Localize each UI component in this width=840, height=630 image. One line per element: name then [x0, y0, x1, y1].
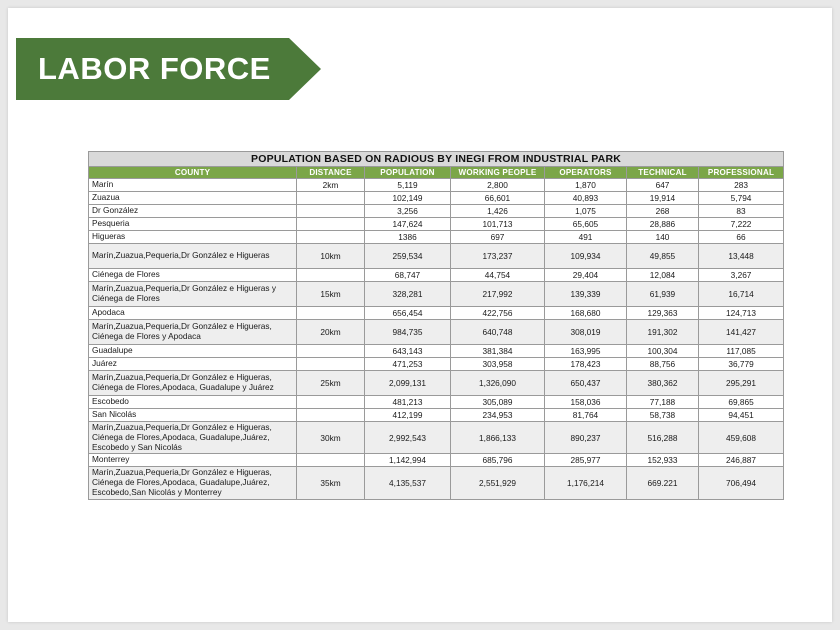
title-banner-body	[16, 38, 289, 100]
table-row	[89, 409, 784, 422]
cell-population: 68,747	[365, 269, 451, 282]
cell-professional: 141,427	[699, 320, 784, 345]
cell-distance: 15km	[297, 282, 365, 307]
cell-county: Zuazua	[89, 192, 297, 205]
cell-population: 259,534	[365, 244, 451, 269]
cell-operators: 178,423	[545, 358, 627, 371]
cell-operators: 81,764	[545, 409, 627, 422]
cell-professional: 459,608	[699, 422, 784, 454]
table-row	[89, 358, 784, 371]
cell-technical: 140	[627, 231, 699, 244]
cell-professional: 83	[699, 205, 784, 218]
table-header-row	[89, 167, 784, 179]
cell-operators: 308,019	[545, 320, 627, 345]
cell-technical: 647	[627, 179, 699, 192]
cell-technical: 58,738	[627, 409, 699, 422]
cell-working-people: 1,326,090	[451, 371, 545, 396]
cell-distance	[297, 396, 365, 409]
column-header-population: POPULATION	[365, 167, 451, 179]
cell-technical: 61,939	[627, 282, 699, 307]
cell-working-people: 66,601	[451, 192, 545, 205]
cell-professional: 69,865	[699, 396, 784, 409]
cell-county: Marín,Zuazua,Pequeria,Dr González e Higueras y Ciénega de Flores	[89, 282, 297, 307]
cell-professional: 36,779	[699, 358, 784, 371]
column-header-professional: PROFESSIONAL	[699, 167, 784, 179]
cell-operators: 890,237	[545, 422, 627, 454]
cell-professional: 94,451	[699, 409, 784, 422]
table-row	[89, 345, 784, 358]
table-row	[89, 244, 784, 269]
cell-county: Apodaca	[89, 307, 297, 320]
banner-arrow-shape	[289, 38, 321, 100]
cell-working-people: 1,866,133	[451, 422, 545, 454]
cell-distance	[297, 218, 365, 231]
cell-distance	[297, 192, 365, 205]
title-banner	[16, 38, 321, 100]
table-row	[89, 371, 784, 396]
cell-population: 481,213	[365, 396, 451, 409]
cell-population: 471,253	[365, 358, 451, 371]
cell-population: 1,142,994	[365, 454, 451, 467]
table-title: POPULATION BASED ON RADIOUS BY INEGI FROM INDUSTRIAL PARK	[89, 152, 784, 167]
cell-technical: 152,933	[627, 454, 699, 467]
cell-population: 147,624	[365, 218, 451, 231]
cell-technical: 12,084	[627, 269, 699, 282]
cell-working-people: 44,754	[451, 269, 545, 282]
slide-canvas	[8, 8, 832, 622]
cell-population: 5,119	[365, 179, 451, 192]
table-row	[89, 307, 784, 320]
cell-county: Higueras	[89, 231, 297, 244]
cell-working-people: 234,953	[451, 409, 545, 422]
cell-technical: 380,362	[627, 371, 699, 396]
table-row	[89, 454, 784, 467]
cell-technical: 49,855	[627, 244, 699, 269]
cell-population: 328,281	[365, 282, 451, 307]
cell-county: Marín,Zuazua,Pequeria,Dr González e Higueras	[89, 244, 297, 269]
cell-distance: 30km	[297, 422, 365, 454]
cell-county: Escobedo	[89, 396, 297, 409]
cell-operators: 1,176,214	[545, 467, 627, 499]
table-row	[89, 467, 784, 499]
cell-population: 4,135,537	[365, 467, 451, 499]
population-table-container	[88, 151, 775, 500]
page-title: LABOR FORCE	[38, 51, 271, 86]
cell-population: 656,454	[365, 307, 451, 320]
cell-operators: 158,036	[545, 396, 627, 409]
cell-distance	[297, 345, 365, 358]
cell-county: Marín,Zuazua,Pequeria,Dr González e Higueras, Ciénega de Flores,Apodaca, Guadalupe y Juárez	[89, 371, 297, 396]
table-title-row	[89, 152, 784, 167]
cell-professional: 13,448	[699, 244, 784, 269]
cell-operators: 29,404	[545, 269, 627, 282]
cell-professional: 5,794	[699, 192, 784, 205]
cell-distance	[297, 454, 365, 467]
cell-distance	[297, 205, 365, 218]
cell-operators: 285,977	[545, 454, 627, 467]
cell-operators: 40,893	[545, 192, 627, 205]
cell-county: Marín,Zuazua,Pequeria,Dr González e Higueras, Ciénega de Flores,Apodaca, Guadalupe,Juárez, Escobedo y San Nicolás	[89, 422, 297, 454]
cell-working-people: 173,237	[451, 244, 545, 269]
cell-distance: 25km	[297, 371, 365, 396]
cell-distance: 2km	[297, 179, 365, 192]
cell-technical: 129,363	[627, 307, 699, 320]
cell-technical: 19,914	[627, 192, 699, 205]
cell-working-people: 2,551,929	[451, 467, 545, 499]
cell-county: San Nicolás	[89, 409, 297, 422]
cell-working-people: 217,992	[451, 282, 545, 307]
cell-technical: 191,302	[627, 320, 699, 345]
table-row	[89, 282, 784, 307]
cell-distance	[297, 269, 365, 282]
cell-technical: 516,288	[627, 422, 699, 454]
cell-operators: 491	[545, 231, 627, 244]
column-header-county: COUNTY	[89, 167, 297, 179]
cell-distance	[297, 409, 365, 422]
cell-technical: 100,304	[627, 345, 699, 358]
cell-professional: 16,714	[699, 282, 784, 307]
cell-technical: 28,886	[627, 218, 699, 231]
cell-population: 102,149	[365, 192, 451, 205]
cell-working-people: 381,384	[451, 345, 545, 358]
cell-county: Guadalupe	[89, 345, 297, 358]
cell-county: Marín	[89, 179, 297, 192]
cell-distance	[297, 231, 365, 244]
column-header-technical: TECHNICAL	[627, 167, 699, 179]
table-row	[89, 205, 784, 218]
cell-county: Marín,Zuazua,Pequeria,Dr González e Higueras, Ciénega de Flores,Apodaca, Guadalupe,Juárez, Escobedo,San Nicolás y Monterrey	[89, 467, 297, 499]
cell-county: Dr González	[89, 205, 297, 218]
cell-population: 3,256	[365, 205, 451, 218]
cell-working-people: 685,796	[451, 454, 545, 467]
cell-working-people: 422,756	[451, 307, 545, 320]
table-row	[89, 231, 784, 244]
cell-operators: 65,605	[545, 218, 627, 231]
cell-technical: 268	[627, 205, 699, 218]
cell-technical: 77,188	[627, 396, 699, 409]
cell-working-people: 1,426	[451, 205, 545, 218]
cell-operators: 1,075	[545, 205, 627, 218]
table-row	[89, 192, 784, 205]
cell-population: 2,992,543	[365, 422, 451, 454]
cell-professional: 283	[699, 179, 784, 192]
cell-population: 984,735	[365, 320, 451, 345]
cell-distance: 10km	[297, 244, 365, 269]
cell-working-people: 305,089	[451, 396, 545, 409]
cell-working-people: 640,748	[451, 320, 545, 345]
cell-population: 643,143	[365, 345, 451, 358]
cell-operators: 163,995	[545, 345, 627, 358]
cell-population: 412,199	[365, 409, 451, 422]
cell-operators: 1,870	[545, 179, 627, 192]
table-row	[89, 396, 784, 409]
table-row	[89, 269, 784, 282]
cell-professional: 3,267	[699, 269, 784, 282]
cell-professional: 246,887	[699, 454, 784, 467]
cell-operators: 109,934	[545, 244, 627, 269]
cell-professional: 124,713	[699, 307, 784, 320]
cell-working-people: 303,958	[451, 358, 545, 371]
cell-professional: 117,085	[699, 345, 784, 358]
cell-technical: 88,756	[627, 358, 699, 371]
cell-distance	[297, 307, 365, 320]
column-header-operators: OPERATORS	[545, 167, 627, 179]
cell-operators: 139,339	[545, 282, 627, 307]
cell-county: Monterrey	[89, 454, 297, 467]
table-row	[89, 422, 784, 454]
column-header-working-people: WORKING PEOPLE	[451, 167, 545, 179]
cell-population: 2,099,131	[365, 371, 451, 396]
cell-working-people: 101,713	[451, 218, 545, 231]
cell-technical: 669.221	[627, 467, 699, 499]
cell-working-people: 2,800	[451, 179, 545, 192]
cell-working-people: 697	[451, 231, 545, 244]
table-row	[89, 320, 784, 345]
cell-professional: 66	[699, 231, 784, 244]
cell-professional: 7,222	[699, 218, 784, 231]
cell-distance: 35km	[297, 467, 365, 499]
column-header-distance: DISTANCE	[297, 167, 365, 179]
cell-county: Ciénega de Flores	[89, 269, 297, 282]
cell-operators: 650,437	[545, 371, 627, 396]
cell-county: Marín,Zuazua,Pequeria,Dr González e Higueras, Ciénega de Flores y Apodaca	[89, 320, 297, 345]
cell-distance	[297, 358, 365, 371]
cell-county: Pesqueria	[89, 218, 297, 231]
cell-distance: 20km	[297, 320, 365, 345]
population-table	[88, 151, 784, 500]
table-row	[89, 179, 784, 192]
cell-professional: 295,291	[699, 371, 784, 396]
cell-professional: 706,494	[699, 467, 784, 499]
cell-population: 1386	[365, 231, 451, 244]
cell-operators: 168,680	[545, 307, 627, 320]
cell-county: Juárez	[89, 358, 297, 371]
table-row	[89, 218, 784, 231]
table-body	[89, 179, 784, 500]
